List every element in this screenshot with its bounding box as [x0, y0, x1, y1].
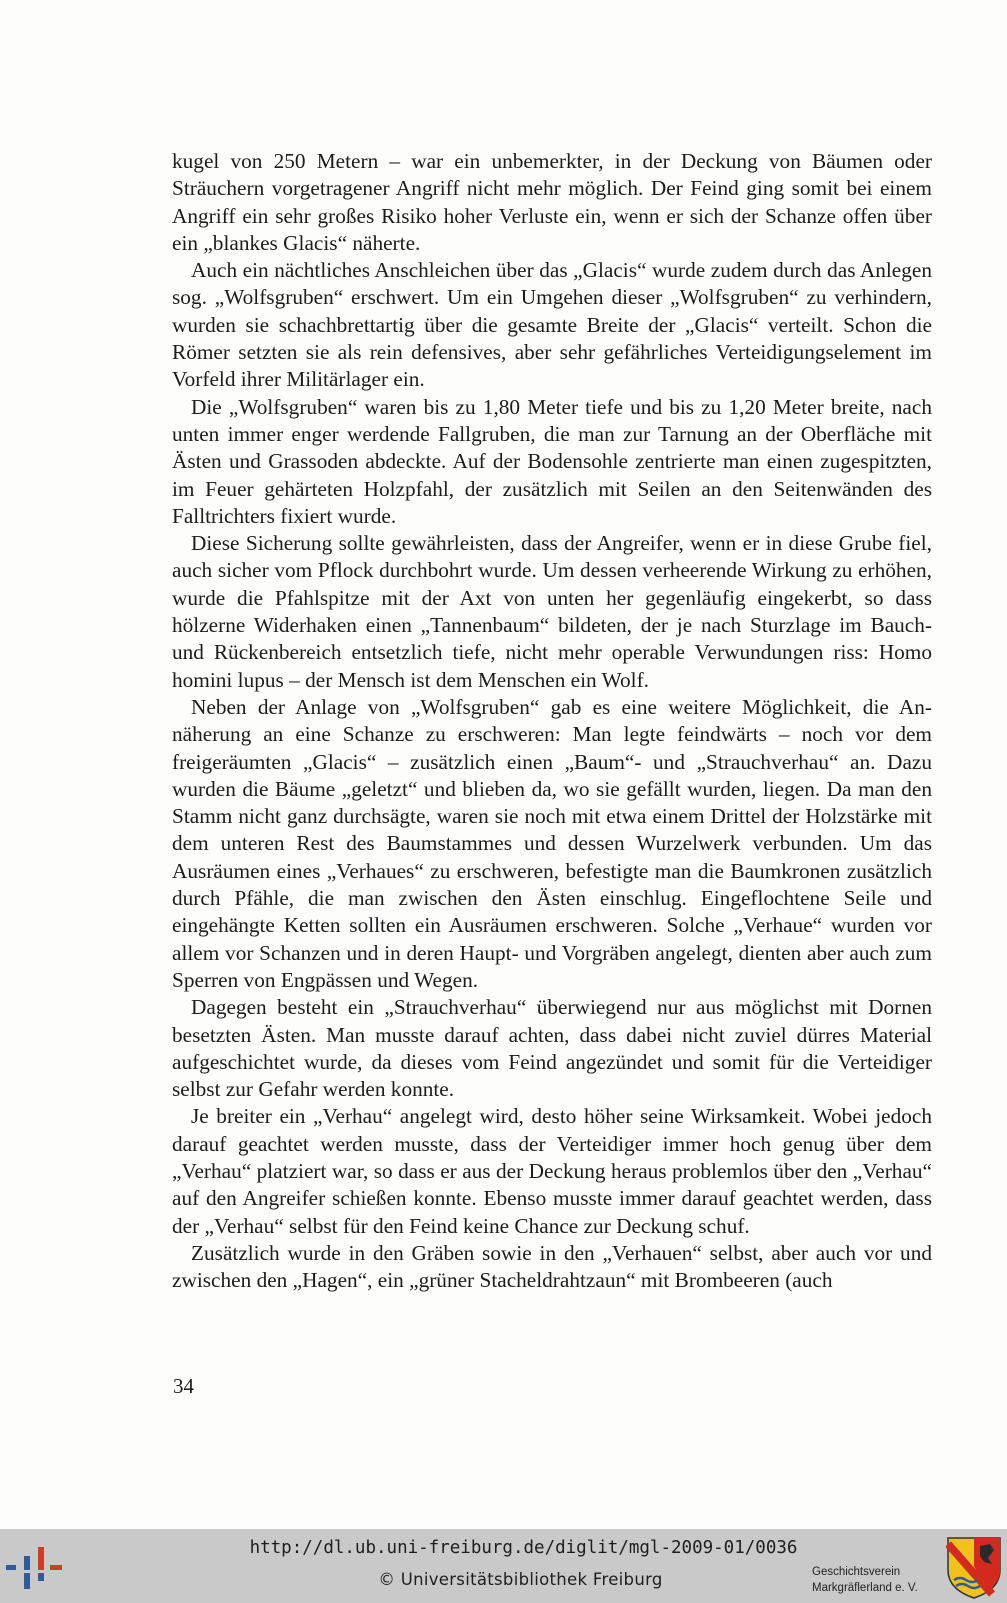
society-name [812, 1564, 942, 1596]
paragraph: Dagegen besteht ein „Strauchverhau“ überwiegend nur aus möglichst mit Dornen besetzten Ästen. Man musste darauf achten, dass dabei nicht zuviel dürres Material aufgeschichtet wurde, da dieses vom Feind angezündet und somit für die Verteidiger selbst zur Gefahr werden konnte. [172, 995, 932, 1102]
text-body [172, 148, 932, 1294]
paragraph: Auch ein nächtliches Anschleichen über das „Glacis“ wurde zudem durch das Anlegen sog. „Wolfsgruben“ erschwert. Um ein Umgehen dieser „Wolfsgruben“ zu verhindern, wurden sie schachbrettartig über die gesamte Breite der „Glacis“ verteilt. Schon die Römer setzten sie als rein defensives, aber sehr gefährliches Verteidigungselement im Vorfeld ihrer Militärlager ein. [172, 258, 932, 392]
paragraph: Neben der Anlage von „Wolfsgruben“ gab es eine weitere Möglichkeit, die Annäherung an eine Schanze zu erschweren: Man legte feindwärts – noch vor dem freigeräumten „Glacis“ – zusätzlich einen „Baum“- und „Strauchverhau“ an. Dazu wurden die Bäume „geletzt“ und blieben da, wo sie gefällt wurden, liegen. Da man den Stamm nicht ganz durchsägte, waren sie noch mit etwa einem Drittel der Holzstärke mit dem unteren Rest des Baumstammes und dessen Wurzelwerk verbunden. Um das Ausräumen eines „Verhaues“ zu erschweren, befestigte man die Baumkronen zusätzlich durch Pfähle, die man zwischen den Ästen einschlug. Eingeflochtene Seile und eingehängte Ketten sollten ein Ausräumen erschweren. Solche „Verhaue“ wurden vor allem vor Schanzen und in deren Haupt- und Vorgräben angelegt, dienten aber auch zum Sperren von Engpässen und Wegen. [172, 694, 932, 992]
paragraph: Die „Wolfsgruben“ waren bis zu 1,80 Meter tiefe und bis zu 1,20 Meter breite, nach unten immer enger werdende Fallgruben, die man zur Tarnung an der Oberfläche mit Ästen und Grassoden abdeckte. Auf der Bodensohle zentrierte man einen zugespitzten, im Feuer gehärteten Holzpfahl, der zusätzlich mit Seilen an den Seitenwänden des Falltrichters fixiert wurde. [172, 394, 932, 528]
paragraph: Diese Sicherung sollte gewährleisten, dass der Angreifer, wenn er in diese Grube fiel, auch sicher vom Pflock durchbohrt wurde. Um dessen verheerende Wirkung zu erhöhen, wurde die Pfahlspitze mit der Axt von unten her gegenläufig eingekerbt, so dass hölzerne Widerhaken einen „Tannenbaum“ bildeten, der je nach Sturzlage im Bauch- und Rückenbereich entsetzlich tiefe, nicht mehr operable Verwundungen riss: Homo homini lupus – der Mensch ist dem Menschen ein Wolf. [172, 531, 932, 692]
paragraph: Je breiter ein „Verhau“ angelegt wird, desto höher seine Wirksamkeit. Wobei jedoch darauf geachtet werden musste, dass der Verteidiger immer hoch genug über dem „Verhau“ platziert war, so dass er aus der Deckung heraus problemlos über den „Verhau“ auf den Angreifer schießen konnte. Ebenso musste immer darauf geachtet werden, dass der „Verhau“ selbst für den Feind keine Chance zur Deckung schuf. [172, 1104, 932, 1238]
page-number: 34 [173, 1374, 194, 1398]
society-name-line1: Geschichtsverein [812, 1566, 901, 1578]
paragraph: Zusätzlich wurde in den Gräben sowie in den „Verhauen“ selbst, aber auch vor und zwischen den „Hagen“, ein „grüner Stacheldrahtzaun“ mit Brombeeren (auch [172, 1240, 932, 1293]
society-name-line2: Markgräflerland e. V. [812, 1582, 918, 1594]
copyright-text: © Universitätsbibliothek Freiburg [378, 1570, 663, 1589]
paragraph: kugel von 250 Metern – war ein unbemerkter, in der Deckung von Bäumen oder Sträuchern vorgetragener Angriff nicht mehr möglich. Der Feind ging somit bei einem Angriff ein sehr großes Risiko hoher Verluste ein, wenn er sich der Schanze offen über ein „blankes Glacis“ näherte. [172, 149, 932, 255]
source-url-link[interactable]: http://dl.ub.uni-freiburg.de/diglit/mgl-2009-01/0036 [249, 1538, 798, 1558]
footer-bar [0, 1529, 1007, 1603]
coat-of-arms-icon [946, 1536, 1002, 1600]
